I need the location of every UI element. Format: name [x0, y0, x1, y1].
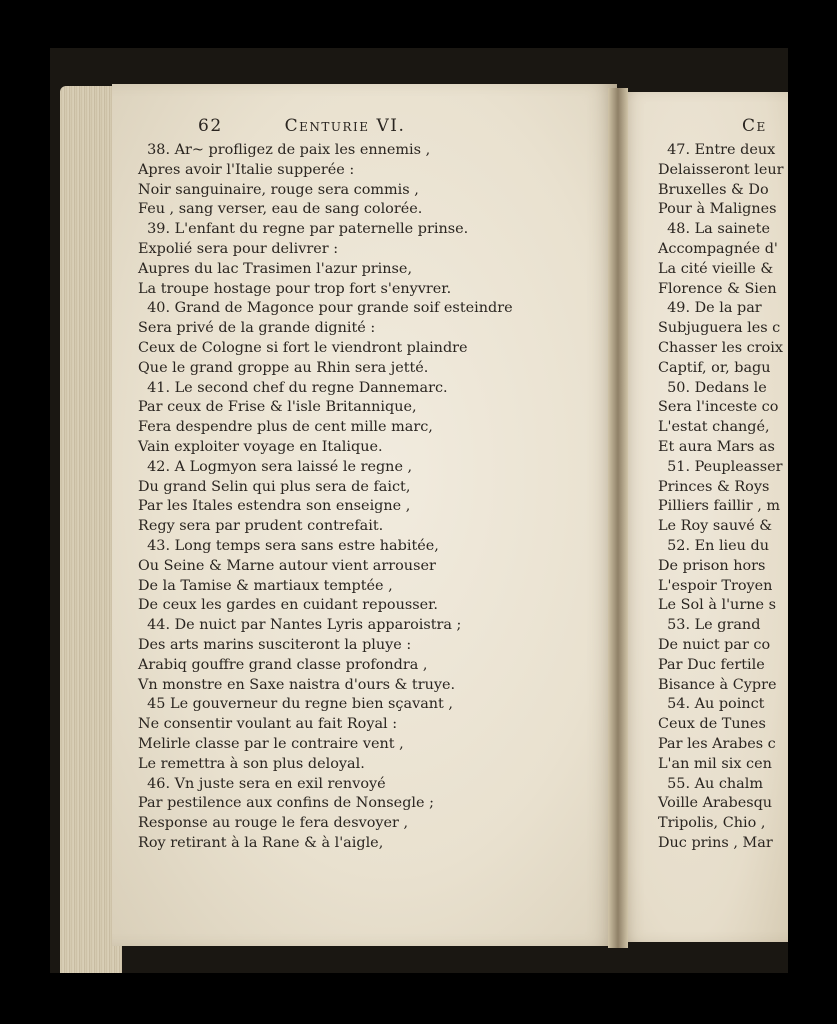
text-line: Roy retirant à la Rane & à l'aigle, — [138, 834, 384, 851]
text-line: Par les Itales estendra son enseigne , — [138, 498, 411, 515]
text-line: Le Sol à l'urne s — [658, 597, 776, 614]
text-line: Sera l'inceste co — [658, 399, 779, 416]
text-line: Expolié sera pour delivrer : — [138, 240, 339, 257]
right-page-header — [742, 116, 767, 136]
text-line: 43. Long temps sera sans estre habitée, — [138, 537, 439, 554]
text-line: De la Tamise & martiaux temptée , — [138, 577, 393, 594]
text-line: Du grand Selin qui plus sera de faict, — [138, 478, 411, 495]
text-line: 40. Grand de Magonce pour grande soif esteindre — [138, 300, 513, 317]
left-page-header — [198, 116, 405, 136]
running-head-right: Ce — [742, 116, 767, 136]
text-line: Arabiq gouffre grand classe profondra , — [138, 656, 428, 673]
text-line: Florence & Sien — [658, 280, 777, 297]
text-line: De ceux les gardes en cuidant repousser. — [138, 597, 439, 614]
text-line: Que le grand groppe au Rhin sera jetté. — [138, 359, 429, 376]
text-line: 46. Vn juste sera en exil renvoyé — [138, 775, 386, 792]
text-line: Regy sera par prudent contrefait. — [138, 518, 384, 535]
text-line: Response au rouge le fera desvoyer , — [138, 815, 409, 832]
text-line: Bruxelles & Do — [658, 181, 769, 198]
text-line: Aupres du lac Trasimen l'azur prinse, — [138, 260, 413, 277]
text-line: Par Duc fertile — [658, 656, 765, 673]
text-line: Par ceux de Frise & l'isle Britannique, — [138, 399, 417, 416]
text-line: 55. Au chalm — [658, 775, 763, 792]
text-line: 38. Ar~ profligez de paix les ennemis , — [138, 142, 431, 158]
text-line: Accompagnée d' — [658, 240, 778, 257]
text-line: 54. Au poinct — [658, 696, 765, 713]
text-line: 45 Le gouverneur du regne bien sçavant , — [138, 696, 453, 713]
text-line: Princes & Roys — [658, 478, 770, 495]
text-line: Captif, or, bagu — [658, 359, 771, 376]
text-line: 47. Entre deux — [658, 142, 776, 158]
text-line: 49. De la par — [658, 300, 762, 317]
text-line: Pour à Malignes — [658, 201, 777, 218]
text-line: 52. En lieu du — [658, 537, 770, 554]
text-line: L'espoir Troyen — [658, 577, 773, 594]
text-line: Vain exploiter voyage en Italique. — [138, 438, 383, 455]
text-line: Fera despendre plus de cent mille marc, — [138, 419, 433, 436]
text-line: Voille Arabesqu — [658, 795, 773, 812]
text-line: Chasser les croix — [658, 339, 783, 356]
text-line: La troupe hostage pour trop fort s'enyvrer. — [138, 280, 452, 297]
text-line: L'an mil six cen — [658, 755, 772, 772]
text-line: L'estat changé, — [658, 419, 770, 436]
text-line: 44. De nuict par Nantes Lyris apparoistra ; — [138, 617, 462, 634]
book-gutter — [608, 88, 628, 948]
text-line: 53. Le grand — [658, 617, 761, 634]
text-line: Bisance à Cypre — [658, 676, 777, 693]
text-line: Delaisseront leur — [658, 161, 784, 178]
text-line: La cité vieille & — [658, 260, 774, 277]
text-line: 39. L'enfant du regne par paternelle prinse. — [138, 221, 469, 238]
text-line: Par les Arabes c — [658, 735, 776, 752]
text-line: Melirle classe par le contraire vent , — [138, 735, 404, 752]
text-line: Apres avoir l'Italie supperée : — [138, 161, 355, 178]
text-line: Par pestilence aux confins de Nonsegle ; — [138, 795, 434, 812]
text-line: Noir sanguinaire, rouge sera commis , — [138, 181, 419, 198]
text-line: Subjuguera les c — [658, 320, 781, 337]
text-line: Le Roy sauvé & — [658, 518, 773, 535]
running-head-left: Centurie VI. — [284, 116, 406, 136]
text-line: 42. A Logmyon sera laissé le regne , — [138, 458, 413, 475]
text-line: Sera privé de la grande dignité : — [138, 320, 376, 337]
text-line: 50. Dedans le — [658, 379, 767, 396]
text-line: Vn monstre en Saxe naistra d'ours & truye. — [138, 676, 456, 693]
text-line: Et aura Mars as — [658, 438, 775, 455]
text-line: Ou Seine & Marne autour vient arrouser — [138, 557, 436, 574]
text-line: Pilliers faillir , m — [658, 498, 781, 515]
text-line: Tripolis, Chio , — [658, 815, 766, 832]
text-line: Le remettra à son plus deloyal. — [138, 755, 365, 772]
text-line: Des arts marins susciteront la pluye : — [138, 636, 412, 653]
text-line: Feu , sang verser, eau de sang colorée. — [138, 201, 423, 218]
left-page-text — [138, 141, 513, 854]
page-number: 62 — [198, 116, 223, 136]
text-line: Duc prins , Mar — [658, 834, 773, 851]
text-line: 51. Peupleasser — [658, 458, 783, 475]
text-line: De prison hors — [658, 557, 766, 574]
text-line: Ceux de Tunes — [658, 716, 766, 733]
text-line: 48. La sainete — [658, 221, 770, 238]
text-line: Ceux de Cologne si fort le viendront plaindre — [138, 339, 468, 356]
text-line: 41. Le second chef du regne Dannemarc. — [138, 379, 448, 396]
right-page-text — [658, 141, 784, 854]
text-line: Ne consentir voulant au fait Royal : — [138, 716, 398, 733]
text-line: De nuict par co — [658, 636, 771, 653]
